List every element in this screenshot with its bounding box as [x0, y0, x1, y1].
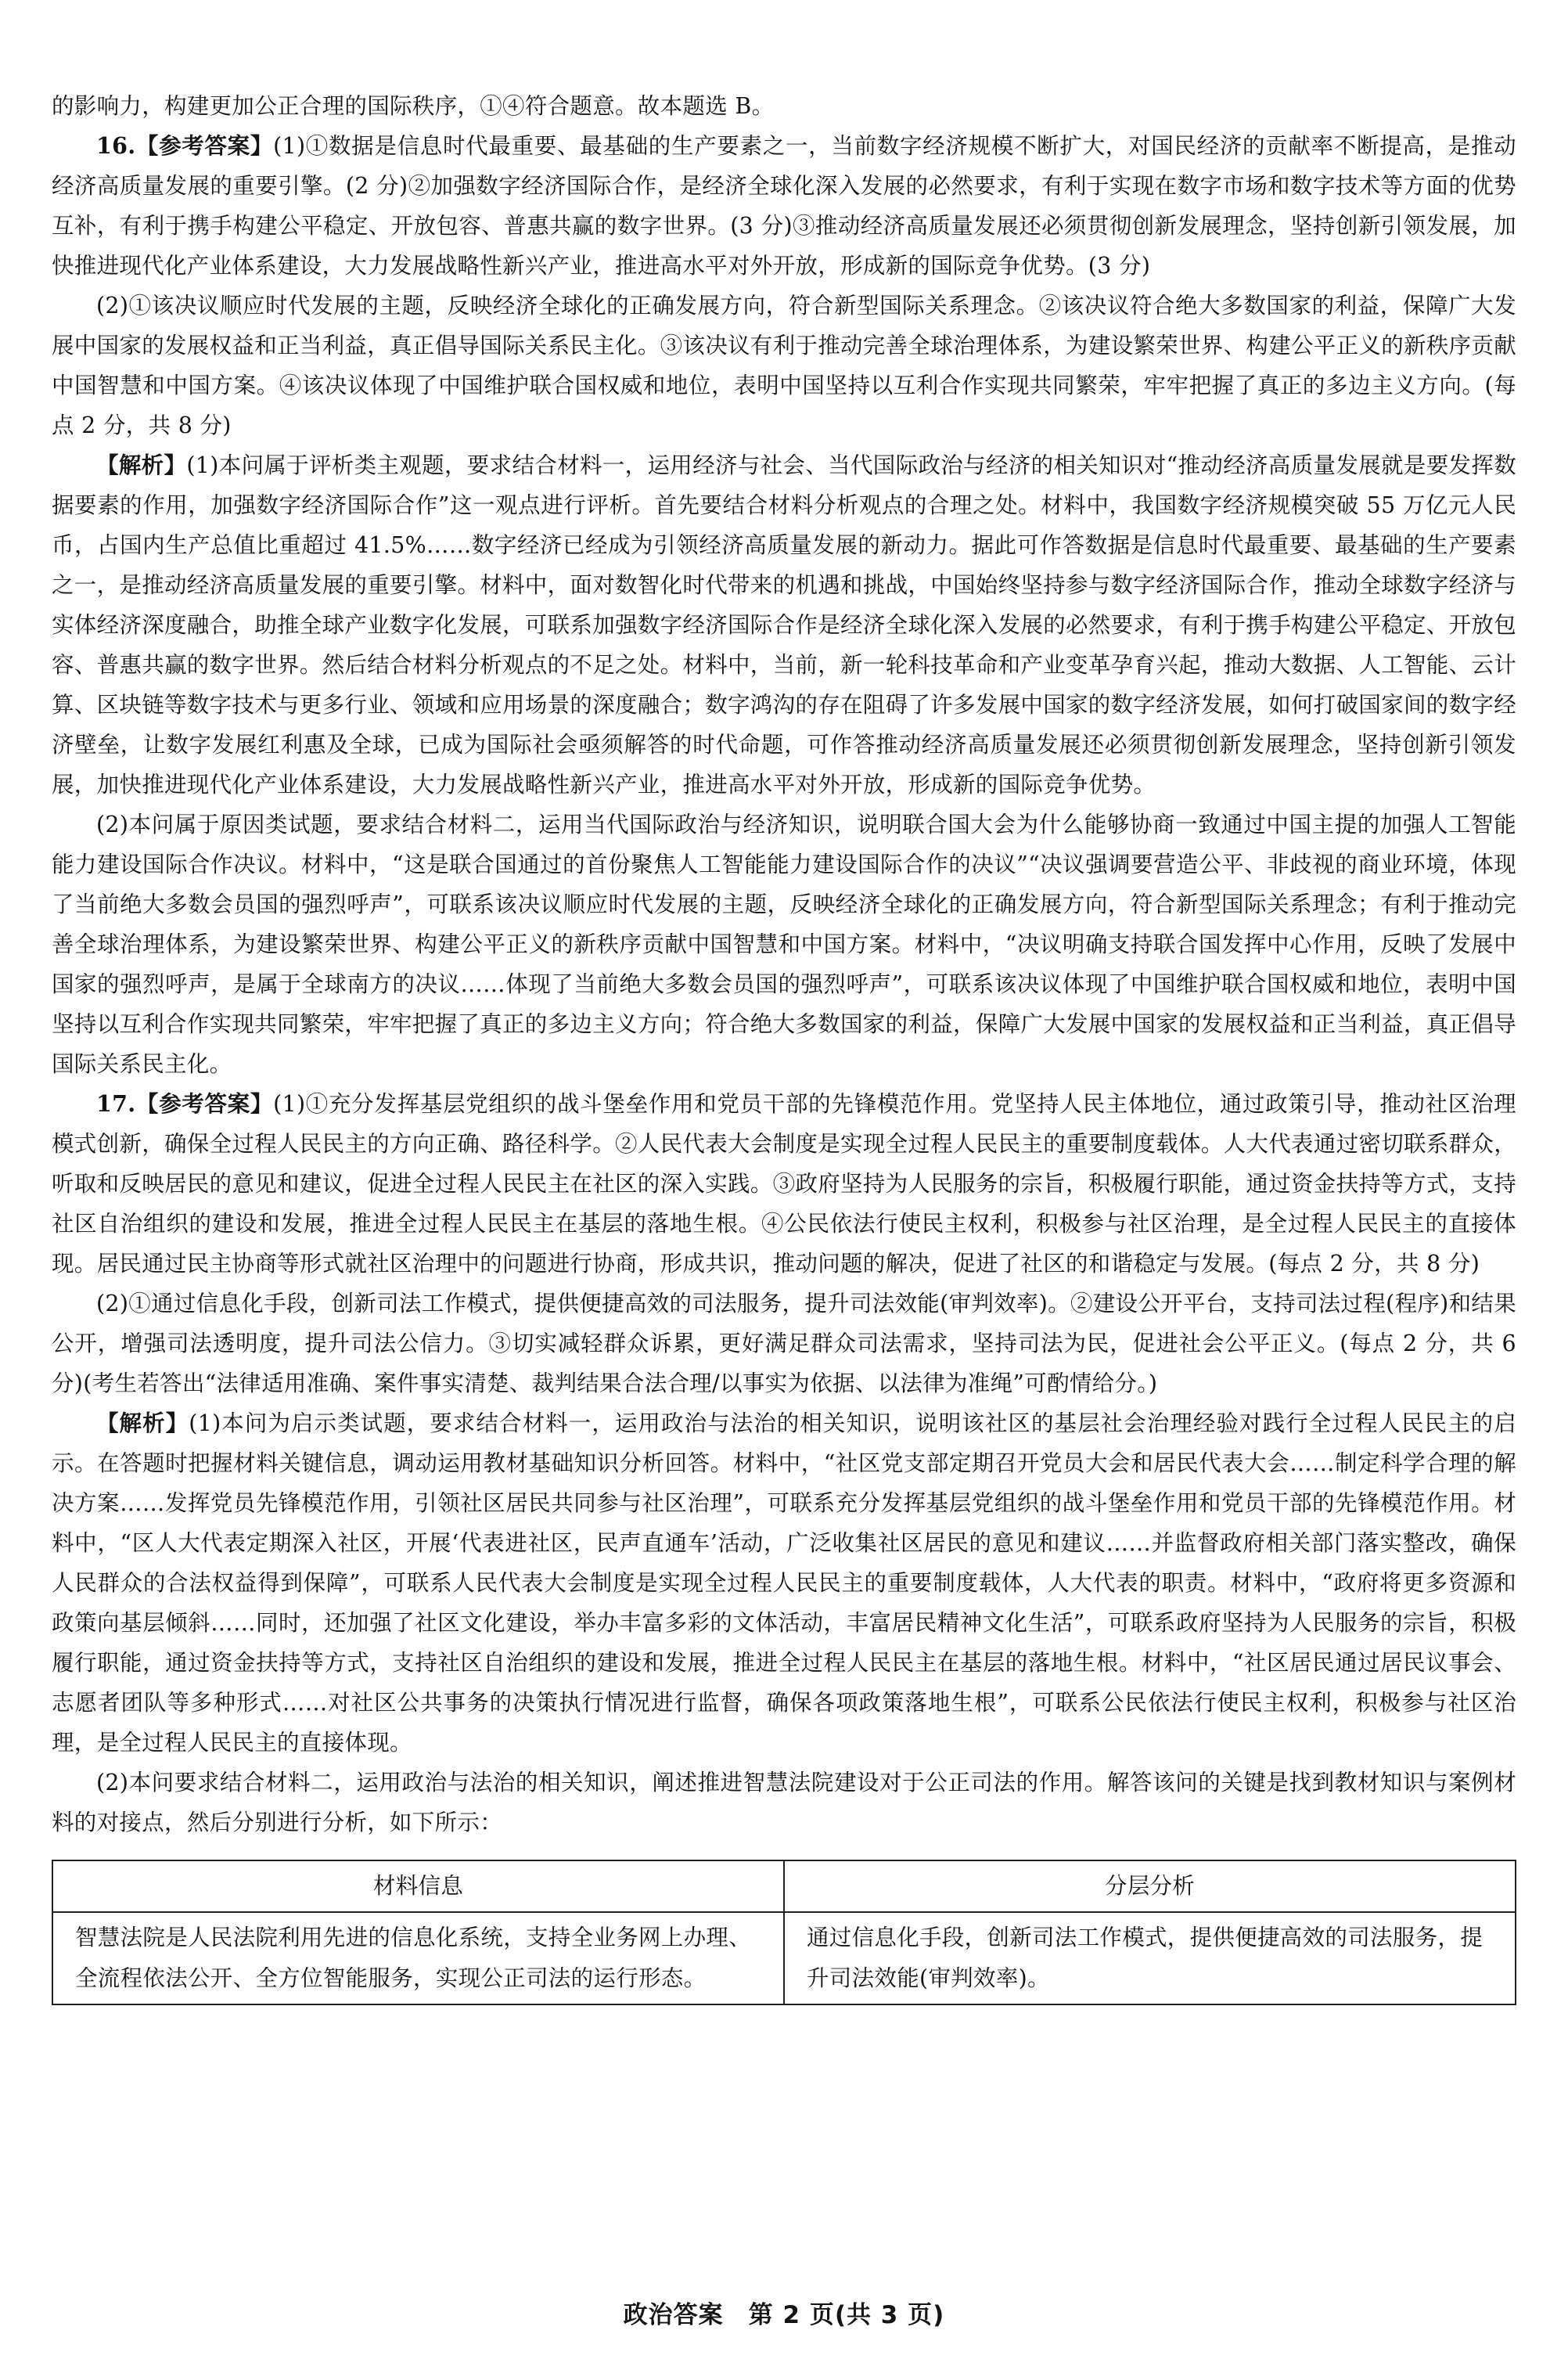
paragraph-q16-analysis-1 [52, 445, 1516, 805]
q17-answer-1-text: (1)①充分发挥基层党组织的战斗堡垒作用和党员干部的先锋模范作用。党坚持人民主体地位，通过政策引导，推动社区治理模式创新，确保全过程人民民主的方向正确、路径科学。②人民代表大会制度是实现全过程人民民主的重要制度载体。人大代表通过密切联系群众，听取和反映居民的意见和建议，促进全过程人民民主在社区的深入实践。③政府坚持为人民服务的宗旨，积极履行职能，通过资金扶持等方式，支持社区自治组织的建设和发展，推进全过程人民民主在基层的落地生根。④公民依法行使民主权利，积极参与社区治理，是全过程人民民主的直接体现。居民通过民主协商等形式就社区治理中的问题进行协商，形成共识，推动问题的解决，促进了社区的和谐稳定与发展。(每点 2 分，共 8 分) [52, 1091, 1517, 1277]
q16-analysis-1-text: (1)本问属于评析类主观题，要求结合材料一，运用经济与社会、当代国际政治与经济的相关知识对“推动经济高质量发展就是要发挥数据要素的作用，加强数字经济国际合作”这一观点进行评析。首先要结合材料分析观点的合理之处。材料中，我国数字经济规模突破 55 万亿元人民币，占国内生产总值比重超过 41.5%……数字经济已经成为引领经济高质量发展的新动力。据此可作答数据是信息时代最重要、最基础的生产要素之一，是推动经济高质量发展的重要引擎。材料中，面对数智化时代带来的机遇和挑战，中国始终坚持参与数字经济国际合作，推动全球数字经济与实体经济深度融合，助推全球产业数字化发展，可联系加强数字经济国际合作是经济全球化深入发展的必然要求，有利于携手构建公平稳定、开放包容、普惠共赢的数字世界。然后结合材料分析观点的不足之处。材料中，当前，新一轮科技革命和产业变革孕育兴起，推动大数据、人工智能、云计算、区块链等数字技术与更多行业、领域和应用场景的深度融合；数字鸿沟的存在阻碍了许多发展中国家的数字经济发展，如何打破国家间的数字经济壁垒，让数字发展红利惠及全球，已成为国际社会亟须解答的时代命题，可作答推动经济高质量发展还必须贯彻创新发展理念，坚持创新引领发展，加快推进现代化产业体系建设，大力发展战略性新兴产业，推进高水平对外开放，形成新的国际竞争优势。 [52, 452, 1517, 798]
table-row [52, 1912, 1516, 2004]
paragraph-continuation: 的影响力，构建更加公正合理的国际秩序，①④符合题意。故本题选 B。 [52, 93, 775, 119]
paragraph-q17-analysis-1 [52, 1403, 1516, 1763]
paragraph-q16-analysis-2: (2)本问属于原因类试题，要求结合材料二，运用当代国际政治与经济知识，说明联合国大会为什么能够协商一致通过中国主提的加强人工智能能力建设国际合作决议。材料中，“这是联合国通过的首份聚焦人工智能能力建设国际合作的决议”“决议强调要营造公平、非歧视的商业环境，体现了当前绝大多数会员国的强烈呼声”，可联系该决议顺应时代发展的主题，反映经济全球化的正确发展方向，符合新型国际关系理念；有利于推动完善全球治理体系，为建设繁荣世界、构建公平正义的新秩序贡献中国智慧和中国方案。材料中，“决议明确支持联合国发挥中心作用，反映了发展中国家的强烈呼声，是属于全球南方的决议……体现了当前绝大多数会员国的强烈呼声”，可联系该决议体现了中国维护联合国权威和地位，表明中国坚持以互利合作实现共同繁荣，牢牢把握了真正的多边主义方向；符合绝大多数国家的利益，保障广大发展中国家的发展权益和正当利益，真正倡导国际关系民主化。 [52, 812, 1517, 1077]
q17-analysis-1-text: (1)本问为启示类试题，要求结合材料一，运用政治与法治的相关知识，说明该社区的基层社会治理经验对践行全过程人民民主的启示。在答题时把握材料关键信息，调动运用教材基础知识分析回答。材料中，“社区党支部定期召开党员大会和居民代表大会……制定科学合理的解决方案……发挥党员先锋模范作用，引领社区居民共同参与社区治理”，可联系充分发挥基层党组织的战斗堡垒作用和党员干部的先锋模范作用。材料中，“区人大代表定期深入社区，开展‘代表进社区，民声直通车’活动，广泛收集社区居民的意见和建议……并监督政府相关部门落实整改，确保人民群众的合法权益得到保障”，可联系人民代表大会制度是实现全过程人民民主的重要制度载体，人大代表的职责。材料中，“政府将更多资源和政策向基层倾斜……同时，还加强了社区文化建设，举办丰富多彩的文体活动，丰富居民精神文化生活”，可联系政府坚持为人民服务的宗旨，积极履行职能，通过资金扶持等方式，支持社区自治组织的建设和发展，推进全过程人民民主在基层的落地生根。材料中，“社区居民通过居民议事会、志愿者团队等多种形式……对社区公共事务的决策执行情况进行监督，确保各项政策落地生根”，可联系公民依法行使民主权利，积极参与社区治理，是全过程人民民主的直接体现。 [52, 1410, 1516, 1756]
paragraph-q17-analysis-2: (2)本问要求结合材料二，运用政治与法治的相关知识，阐述推进智慧法院建设对于公正司法的作用。解答该问的关键是找到教材知识与案例材料的对接点，然后分别进行分析，如下所示： [52, 1770, 1516, 1835]
paragraph-q17-answer-1 [52, 1084, 1516, 1284]
paragraph-q16-answer-2: (2)①该决议顺应时代发展的主题，反映经济全球化的正确发展方向，符合新型国际关系理念。②该决议符合绝大多数国家的利益，保障广大发展中国家的发展权益和正当利益，真正倡导国际关系民主化。③该决议有利于推动完善全球治理体系，为建设繁荣世界、构建公平正义的新秩序贡献中国智慧和中国方案。④该决议体现了中国维护联合国权威和地位，表明中国坚持以互利合作实现共同繁荣，牢牢把握了真正的多边主义方向。(每点 2 分，共 8 分) [52, 293, 1517, 438]
paragraph-q17-answer-2: (2)①通过信息化手段，创新司法工作模式，提供便捷高效的司法服务，提升司法效能(审判效率)。②建设公开平台，支持司法过程(程序)和结果公开，增强司法透明度，提升司法公信力。③切实减轻群众诉累，更好满足群众司法需求，坚持司法为民，促进社会公平正义。(每点 2 分，共 6 分)(考生若答出“法律适用准确、案件事实清楚、裁判结果合法合理/以事实为依据、以法律为准绳”可酌情给分。) [52, 1291, 1516, 1396]
table-cell-material: 智慧法院是人民法院利用先进的信息化系统，支持全业务网上办理、全流程依法公开、全方位智能服务，实现公正司法的运行形态。 [52, 1912, 784, 2004]
table-header-row [52, 1860, 1516, 1912]
q16-answer-1-text: (1)①数据是信息时代最重要、最基础的生产要素之一，当前数字经济规模不断扩大，对国民经济的贡献率不断提高，是推动经济高质量发展的重要引擎。(2 分)②加强数字经济国际合作，是经济全球化深入发展的必然要求，有利于实现在数字市场和数字技术等方面的优势互补，有利于携手构建公平稳定、开放包容、普惠共赢的数字世界。(3 分)③推动经济高质量发展还必须贯彻创新发展理念，坚持创新引领发展，加快推进现代化产业体系建设，大力发展战略性新兴产业，推进高水平对外开放，形成新的国际竞争优势。(3 分) [52, 133, 1516, 279]
table-header-analysis: 分层分析 [784, 1860, 1516, 1912]
table-header-material: 材料信息 [52, 1860, 784, 1912]
analysis-table [52, 1860, 1516, 2005]
q16-analysis-heading: 【解析】 [96, 452, 187, 478]
q16-answer-heading: 16.【参考答案】 [96, 132, 274, 159]
answer-document [52, 86, 1516, 2005]
q17-answer-heading: 17.【参考答案】 [96, 1090, 274, 1117]
q17-analysis-heading: 【解析】 [96, 1410, 189, 1436]
paragraph-q16-answer-1 [52, 126, 1516, 286]
table-cell-analysis: 通过信息化手段，创新司法工作模式，提供便捷高效的司法服务，提升司法效能(审判效率)。 [784, 1912, 1516, 2004]
page-footer: 政治答案 第 2 页(共 3 页) [623, 2301, 945, 2329]
